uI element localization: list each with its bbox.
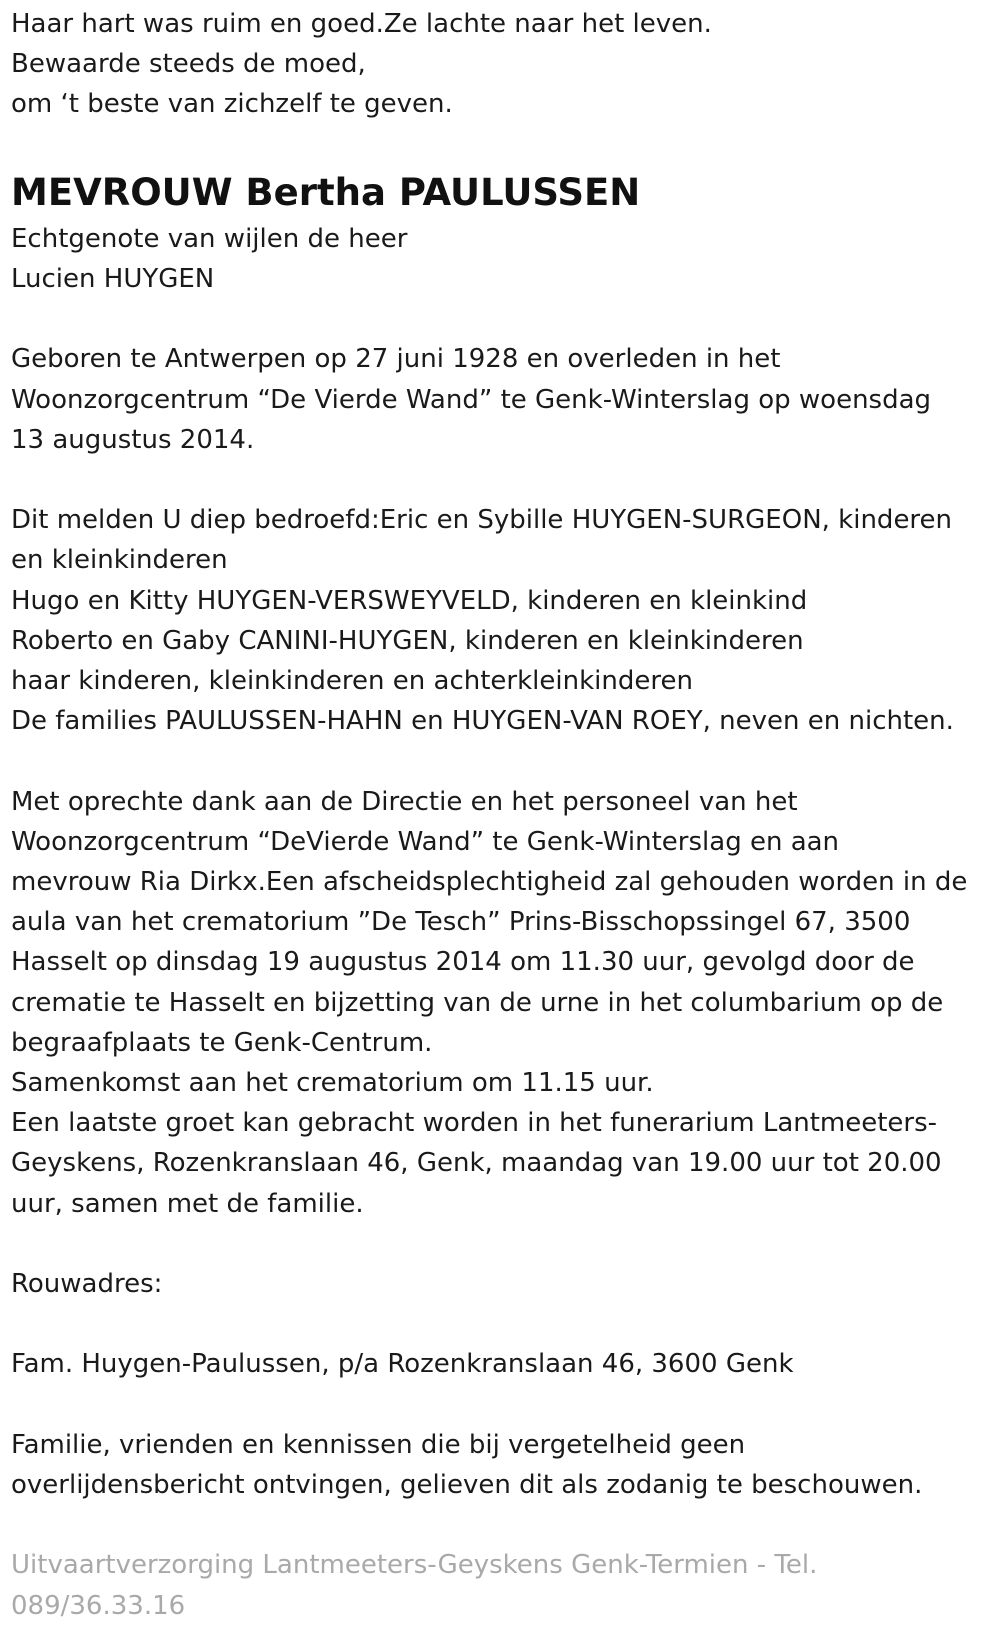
announcement-line: haar kinderen, kleinkinderen en achterkleinkinderen	[11, 666, 693, 696]
spouse-line: Echtgenote van wijlen de heer	[11, 223, 408, 254]
spouse-line: Lucien HUYGEN	[11, 264, 215, 294]
spacer	[11, 1304, 1000, 1344]
rouwadres	[11, 1344, 1000, 1384]
announcement	[11, 500, 1000, 741]
ceremony-line: aula van het crematorium ”De Tesch” Prins-Bisschopssingel 67, 3500	[11, 907, 911, 938]
spacer	[11, 125, 1000, 165]
announcement-line: en kleinkinderen	[11, 545, 228, 576]
spacer	[11, 1224, 1000, 1264]
deceased-name: MEVROUW Bertha PAULUSSEN	[11, 170, 641, 214]
spouse-info	[11, 219, 1000, 299]
spacer	[11, 1385, 1000, 1425]
poem	[11, 4, 1000, 125]
ceremony-line: crematie te Hasselt en bijzetting van de urne in het columbarium op de	[11, 987, 944, 1018]
ceremony-line: uur, samen met de familie.	[11, 1188, 364, 1219]
closing-line: Familie, vrienden en kennissen die bij vergetelheid geen	[11, 1429, 746, 1460]
footer-line: Uitvaartverzorging Lantmeeters-Geyskens Genk-Termien - Tel.	[11, 1550, 818, 1581]
ceremony-line: begraafplaats te Genk-Centrum.	[11, 1027, 433, 1058]
poem-line: Haar hart was ruim en goed.Ze lachte naar het leven.	[11, 9, 712, 39]
closing-note	[11, 1425, 1000, 1505]
footer-line: 089/36.33.16	[11, 1590, 186, 1621]
birth-death-line: 13 augustus 2014.	[11, 424, 255, 455]
ceremony-info	[11, 782, 1000, 1224]
birth-death-line: Woonzorgcentrum “De Vierde Wand” te Genk-Winterslag op woensdag	[11, 384, 932, 415]
rouwadres-label	[11, 1264, 1000, 1304]
announcement-line: De families PAULUSSEN-HAHN en HUYGEN-VAN ROEY, neven en nichten.	[11, 706, 954, 737]
ceremony-line: Woonzorgcentrum “DeVierde Wand” te Genk-Winterslag en aan	[11, 826, 840, 857]
ceremony-line: Een laatste groet kan gebracht worden in het funerarium Lantmeeters-	[11, 1108, 938, 1139]
rouwadres-label-text: Rouwadres:	[11, 1269, 163, 1300]
ceremony-line: Samenkomst aan het crematorium om 11.15 uur.	[11, 1068, 654, 1099]
ceremony-line: Hasselt op dinsdag 19 augustus 2014 om 11.30 uur, gevolgd door de	[11, 947, 915, 978]
birth-death-line: Geboren te Antwerpen op 27 juni 1928 en overleden in het	[11, 344, 781, 375]
ceremony-line: Met oprechte dank aan de Directie en het personeel van het	[11, 786, 798, 817]
announcement-line: Hugo en Kitty HUYGEN-VERSWEYVELD, kinderen en kleinkind	[11, 585, 808, 616]
poem-line: Bewaarde steeds de moed,	[11, 49, 366, 80]
rouwadres-address: Fam. Huygen-Paulussen, p/a Rozenkranslaan 46, 3600 Genk	[11, 1349, 794, 1380]
ceremony-line: Geyskens, Rozenkranslaan 46, Genk, maandag van 19.00 uur tot 20.00	[11, 1148, 942, 1179]
ceremony-line: mevrouw Ria Dirkx.Een afscheidsplechtigheid zal gehouden worden in de	[11, 867, 968, 897]
birth-death-info	[11, 339, 1000, 460]
announcement-line: Roberto en Gaby CANINI-HUYGEN, kinderen en kleinkinderen	[11, 625, 804, 656]
spacer	[11, 741, 1000, 781]
spacer	[11, 1505, 1000, 1545]
spacer	[11, 460, 1000, 500]
funeral-home-footer	[11, 1545, 1000, 1625]
announcement-line: Dit melden U diep bedroefd:Eric en Sybille HUYGEN-SURGEON, kinderen	[11, 505, 953, 536]
closing-line: overlijdensbericht ontvingen, gelieven dit als zodanig te beschouwen.	[11, 1470, 923, 1500]
spacer	[11, 299, 1000, 339]
poem-line: om ‘t beste van zichzelf te geven.	[11, 89, 453, 120]
